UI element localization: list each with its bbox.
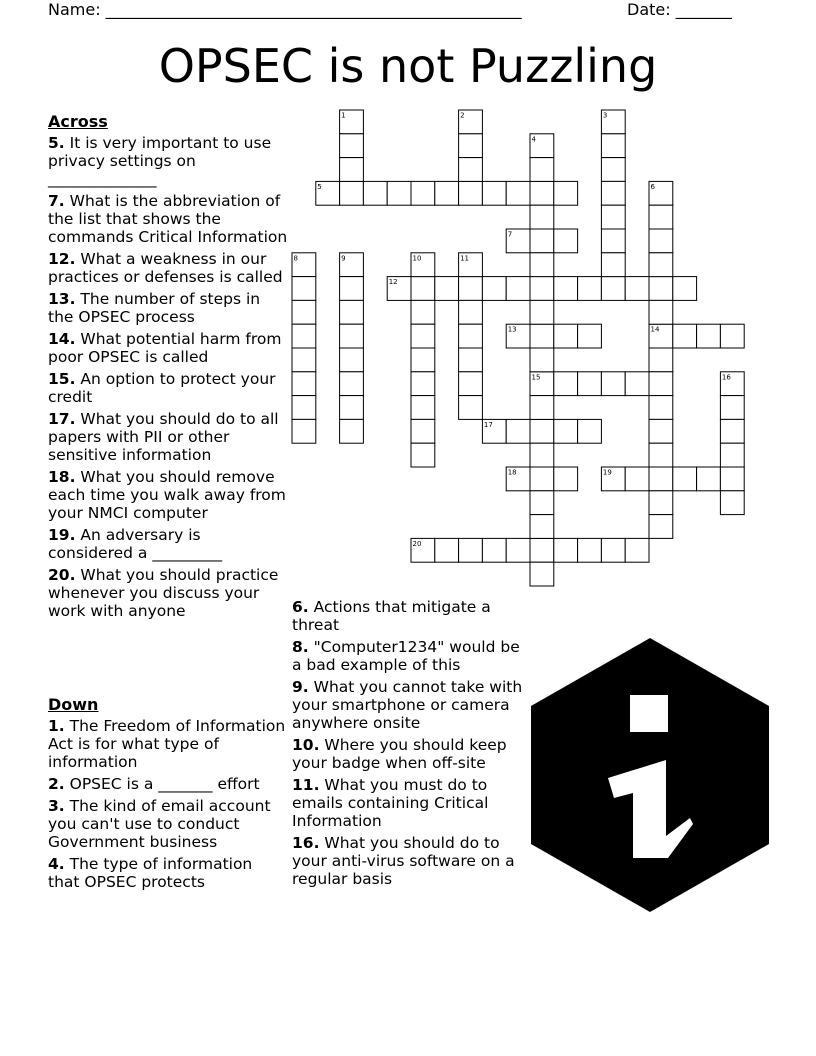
grid-cell[interactable] xyxy=(720,467,744,491)
clue-down-11: 11. What you must do to emails containing Critical Information xyxy=(292,776,489,830)
grid-number: 9 xyxy=(341,254,346,263)
grid-number: 10 xyxy=(412,254,422,263)
grid-cell[interactable] xyxy=(578,277,602,301)
clue-down-16: 16. What you should do to your anti-virus software on a regular basis xyxy=(292,834,515,888)
grid-cell[interactable] xyxy=(292,396,316,420)
grid-number: 1 xyxy=(341,111,346,120)
grid-cell[interactable] xyxy=(340,348,364,372)
grid-cell[interactable] xyxy=(649,205,673,229)
grid-cell[interactable] xyxy=(459,134,483,158)
grid-cell[interactable] xyxy=(506,181,530,205)
grid-cell[interactable] xyxy=(459,158,483,182)
clue-across-14: 14. What potential harm from poor OPSEC is called xyxy=(48,330,282,366)
grid-number: 5 xyxy=(317,182,322,191)
grid-cell[interactable] xyxy=(720,419,744,443)
grid-cell[interactable] xyxy=(649,229,673,253)
grid-cell[interactable] xyxy=(340,396,364,420)
grid-number: 6 xyxy=(650,182,655,191)
grid-cell[interactable] xyxy=(411,348,435,372)
grid-cell[interactable] xyxy=(649,443,673,467)
grid-cell[interactable] xyxy=(601,158,625,182)
grid-cell[interactable] xyxy=(530,348,554,372)
clue-across-19: 19. An adversary is considered a _________ xyxy=(48,526,223,562)
grid-cell[interactable] xyxy=(411,396,435,420)
grid-cell[interactable] xyxy=(720,396,744,420)
grid-cell[interactable] xyxy=(697,324,721,348)
grid-cell[interactable] xyxy=(554,181,578,205)
grid-number: 16 xyxy=(721,373,731,382)
grid-cell[interactable] xyxy=(530,467,554,491)
clue-across-7: 7. What is the abbreviation of the list that shows the commands Critical Information xyxy=(48,192,288,246)
grid-cell[interactable] xyxy=(601,372,625,396)
name-field-line: Name: ____________________________________________________ xyxy=(48,0,522,19)
grid-cell[interactable] xyxy=(530,181,554,205)
grid-cell[interactable] xyxy=(530,158,554,182)
grid-cell[interactable] xyxy=(435,277,459,301)
grid-cell[interactable] xyxy=(649,396,673,420)
grid-number: 15 xyxy=(531,373,541,382)
clue-down-9: 9. What you cannot take with your smartphone or camera anywhere onsite xyxy=(292,678,523,732)
grid-cell[interactable] xyxy=(530,277,554,301)
grid-cell[interactable] xyxy=(554,372,578,396)
grid-cell[interactable] xyxy=(340,158,364,182)
grid-cell[interactable] xyxy=(506,538,530,562)
clue-across-15: 15. An option to protect your credit xyxy=(48,370,276,406)
grid-cell[interactable] xyxy=(578,324,602,348)
grid-number: 3 xyxy=(602,111,608,120)
grid-cell[interactable] xyxy=(411,181,435,205)
grid-cell[interactable] xyxy=(554,229,578,253)
grid-number: 2 xyxy=(460,111,465,120)
grid-cell[interactable] xyxy=(411,419,435,443)
grid-cell[interactable] xyxy=(530,419,554,443)
grid-cell[interactable] xyxy=(578,538,602,562)
grid-cell[interactable] xyxy=(649,419,673,443)
grid-cell[interactable] xyxy=(530,396,554,420)
grid-cell[interactable] xyxy=(506,419,530,443)
grid-cell[interactable] xyxy=(530,253,554,277)
grid-cell[interactable] xyxy=(530,229,554,253)
grid-cell[interactable] xyxy=(625,372,649,396)
grid-number: 8 xyxy=(293,254,298,263)
grid-cell[interactable] xyxy=(601,538,625,562)
grid-cell[interactable] xyxy=(720,443,744,467)
info-icon xyxy=(530,638,770,913)
clue-down-10: 10. Where you should keep your badge when off-site xyxy=(292,736,507,772)
grid-cell[interactable] xyxy=(340,324,364,348)
clue-across-12: 12. What a weakness in our practices or defenses is called xyxy=(48,250,283,286)
grid-cell[interactable] xyxy=(459,372,483,396)
grid-cell[interactable] xyxy=(411,443,435,467)
grid-cell[interactable] xyxy=(292,300,316,324)
grid-cell[interactable] xyxy=(459,300,483,324)
grid-cell[interactable] xyxy=(697,467,721,491)
grid-cell[interactable] xyxy=(601,134,625,158)
grid-cell[interactable] xyxy=(601,205,625,229)
grid-cell[interactable] xyxy=(530,300,554,324)
grid-number: 7 xyxy=(507,230,513,239)
grid-cell[interactable] xyxy=(649,467,673,491)
grid-number: 4 xyxy=(531,135,536,144)
grid-cell[interactable] xyxy=(554,467,578,491)
grid-cell[interactable] xyxy=(340,277,364,301)
grid-cell[interactable] xyxy=(649,300,673,324)
grid-cell[interactable] xyxy=(363,181,387,205)
clue-across-5: 5. It is very important to use privacy settings on ______________ xyxy=(48,134,272,188)
grid-cell[interactable] xyxy=(292,372,316,396)
grid-cell[interactable] xyxy=(554,277,578,301)
across-heading: Across xyxy=(48,112,108,131)
grid-cell[interactable] xyxy=(673,277,697,301)
clue-down-2: 2. OPSEC is a _______ effort xyxy=(48,775,260,793)
grid-cell[interactable] xyxy=(482,538,506,562)
grid-cell[interactable] xyxy=(578,372,602,396)
grid-cell[interactable] xyxy=(435,538,459,562)
grid-cell[interactable] xyxy=(649,348,673,372)
grid-cell[interactable] xyxy=(340,372,364,396)
grid-cell[interactable] xyxy=(459,538,483,562)
clue-across-20: 20. What you should practice whenever you discuss your work with anyone xyxy=(48,566,279,620)
grid-cell[interactable] xyxy=(601,277,625,301)
grid-cell[interactable] xyxy=(411,300,435,324)
grid-cell[interactable] xyxy=(530,443,554,467)
grid-cell[interactable] xyxy=(340,300,364,324)
grid-cell[interactable] xyxy=(625,467,649,491)
grid-number: 17 xyxy=(483,420,493,429)
clue-down-1: 1. The Freedom of Information Act is for what type of information xyxy=(48,717,286,771)
grid-cell[interactable] xyxy=(601,253,625,277)
grid-cell[interactable] xyxy=(649,372,673,396)
grid-cell[interactable] xyxy=(292,419,316,443)
clue-across-17: 17. What you should do to all papers with PII or other sensitive information xyxy=(48,410,279,464)
grid-cell[interactable] xyxy=(292,277,316,301)
grid-cell[interactable] xyxy=(340,419,364,443)
grid-cell[interactable] xyxy=(649,277,673,301)
grid-cell[interactable] xyxy=(435,181,459,205)
grid-cell[interactable] xyxy=(554,324,578,348)
grid-number: 20 xyxy=(412,539,422,548)
grid-cell[interactable] xyxy=(554,419,578,443)
grid-cell[interactable] xyxy=(387,181,411,205)
grid-cell[interactable] xyxy=(649,491,673,515)
grid-number: 12 xyxy=(388,278,398,287)
grid-number: 18 xyxy=(507,468,517,477)
clue-across-18: 18. What you should remove each time you walk away from your NMCI computer xyxy=(48,468,286,522)
grid-cell[interactable] xyxy=(482,181,506,205)
grid-cell[interactable] xyxy=(411,324,435,348)
grid-cell[interactable] xyxy=(554,538,578,562)
grid-cell[interactable] xyxy=(482,277,506,301)
grid-cell[interactable] xyxy=(601,229,625,253)
grid-cell[interactable] xyxy=(411,277,435,301)
grid-cell[interactable] xyxy=(649,253,673,277)
grid-cell[interactable] xyxy=(506,277,530,301)
grid-cell[interactable] xyxy=(720,491,744,515)
grid-cell[interactable] xyxy=(459,277,483,301)
date-field-line: Date: _______ xyxy=(627,0,732,19)
grid-cell[interactable] xyxy=(649,515,673,539)
grid-number: 13 xyxy=(507,325,517,334)
grid-cell[interactable] xyxy=(411,372,435,396)
clue-down-4: 4. The type of information that OPSEC protects xyxy=(48,855,253,891)
clue-down-3: 3. The kind of email account you can't use to conduct Government business xyxy=(48,797,271,851)
clue-across-13: 13. The number of steps in the OPSEC process xyxy=(48,290,261,326)
grid-number: 11 xyxy=(460,254,470,263)
grid-cell[interactable] xyxy=(530,324,554,348)
down-heading: Down xyxy=(48,695,99,714)
grid-cell[interactable] xyxy=(625,277,649,301)
grid-cell[interactable] xyxy=(459,396,483,420)
grid-cell[interactable] xyxy=(578,419,602,443)
grid-cell[interactable] xyxy=(530,491,554,515)
grid-number: 14 xyxy=(650,325,660,334)
grid-cell[interactable] xyxy=(530,515,554,539)
grid-cell[interactable] xyxy=(673,467,697,491)
grid-cell[interactable] xyxy=(720,324,744,348)
grid-cell[interactable] xyxy=(673,324,697,348)
page-title: OPSEC is not Puzzling xyxy=(158,39,658,93)
grid-number: 19 xyxy=(602,468,612,477)
grid-cell[interactable] xyxy=(340,134,364,158)
grid-cell[interactable] xyxy=(459,181,483,205)
grid-cell[interactable] xyxy=(625,538,649,562)
grid-cell[interactable] xyxy=(459,348,483,372)
grid-cell[interactable] xyxy=(292,324,316,348)
grid-cell[interactable] xyxy=(340,181,364,205)
grid-cell[interactable] xyxy=(459,324,483,348)
grid-cell[interactable] xyxy=(530,205,554,229)
grid-cell[interactable] xyxy=(530,562,554,586)
grid-cell[interactable] xyxy=(601,181,625,205)
clue-down-6: 6. Actions that mitigate a threat xyxy=(292,598,491,634)
grid-cell[interactable] xyxy=(292,348,316,372)
clue-down-8: 8. "Computer1234" would be a bad example of this xyxy=(292,638,520,674)
grid-cell[interactable] xyxy=(530,538,554,562)
